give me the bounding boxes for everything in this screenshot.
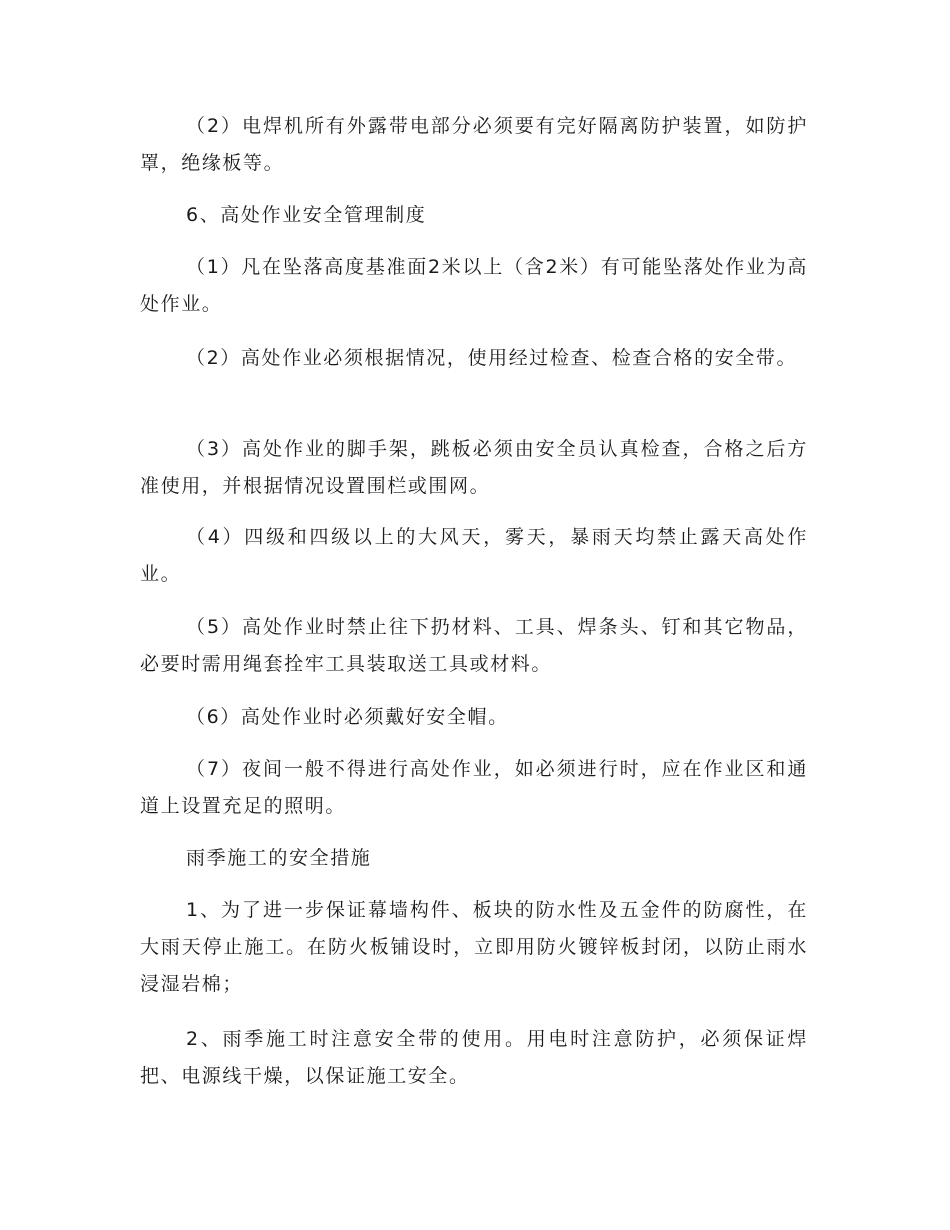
paragraph-height-work-7: （7）夜间一般不得进行高处作业，如必须进行时，应在作业区和通道上设置充足的照明。 [140,758,808,817]
section-heading-height-work: 6、高处作业安全管理制度 [186,204,427,226]
section-heading-rainy-season: 雨季施工的安全措施 [186,847,372,869]
paragraph-rainy-season-2: 2、雨季施工时注意安全带的使用。用电时注意防护，必须保证焊把、电源线干燥，以保证施工安全。 [140,1028,808,1087]
paragraph-height-work-4: （4）四级和四级以上的大风天，雾天，暴雨天均禁止露天高处作业。 [140,526,808,585]
paragraph-height-work-6: （6）高处作业时必须戴好安全帽。 [186,706,509,728]
paragraph-height-work-2: （2）高处作业必须根据情况，使用经过检查、检查合格的安全带。 [186,347,798,369]
paragraph-height-work-1: （1）凡在坠落高度基准面2米以上（含2米）有可能坠落处作业为高处作业。 [140,256,808,315]
paragraph-height-work-5: （5）高处作业时禁止往下扔材料、工具、焊条头、钉和其它物品，必要时需用绳套拴牢工具装取送工具或材料。 [140,616,808,675]
paragraph-welder-protection: （2）电焊机所有外露带电部分必须要有完好隔离防护装置，如防护罩，绝缘板等。 [140,115,808,174]
paragraph-height-work-3: （3）高处作业的脚手架，跳板必须由安全员认真检查，合格之后方准使用，并根据情况设置围栏或围网。 [140,438,808,497]
paragraph-rainy-season-1: 1、为了进一步保证幕墙构件、板块的防水性及五金件的防腐性，在大雨天停止施工。在防火板铺设时，立即用防火镀锌板封闭，以防止雨水浸湿岩棉； [140,899,808,995]
